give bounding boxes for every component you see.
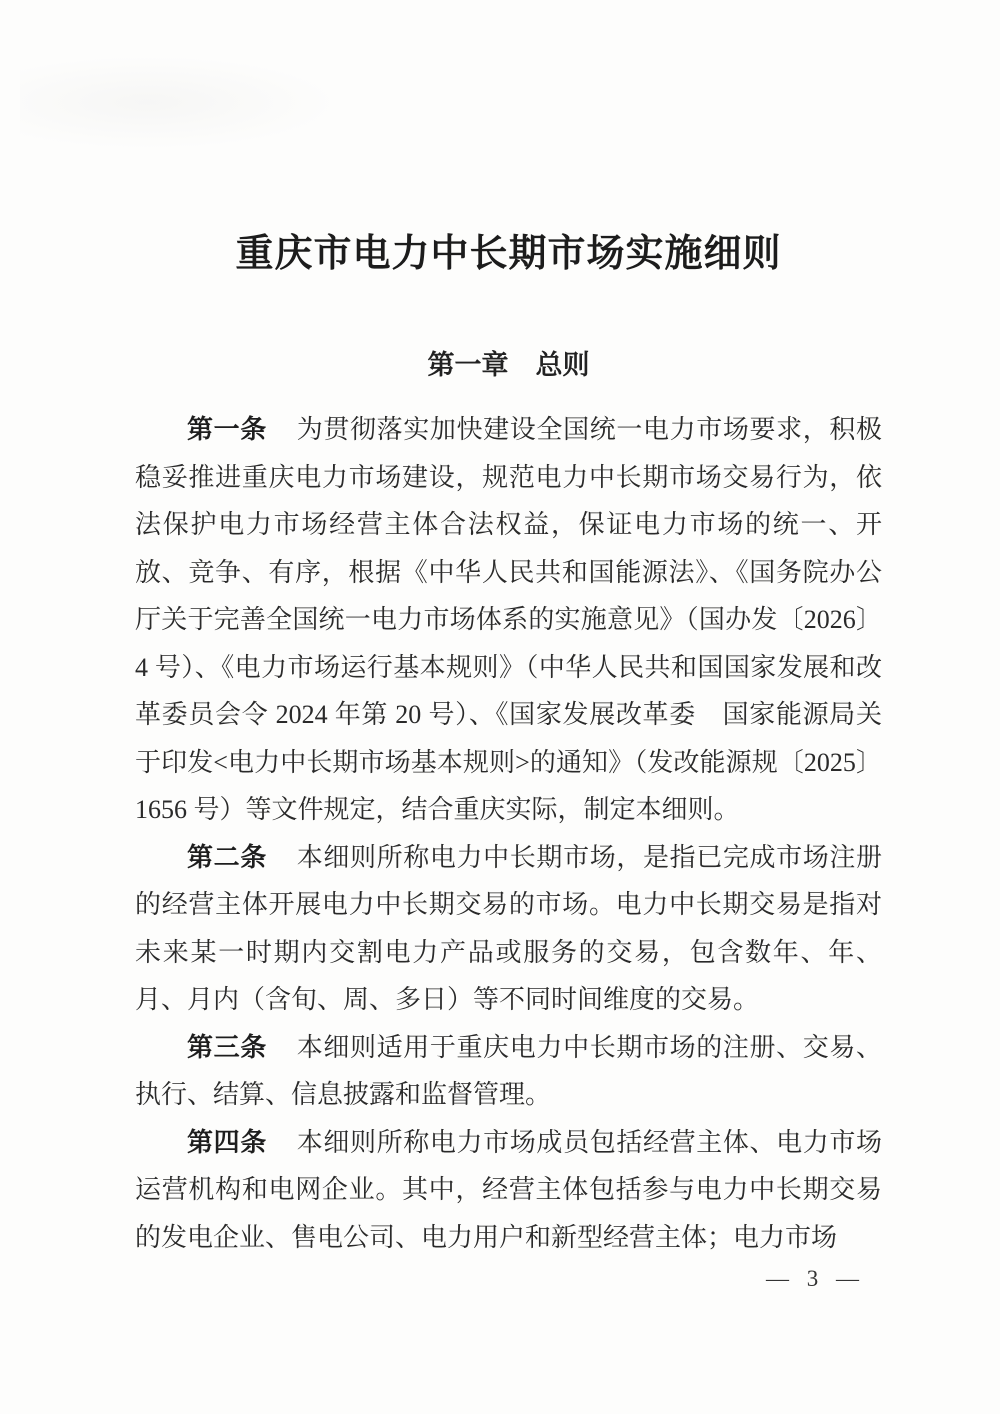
article-1-text: 为贯彻落实加快建设全国统一电力市场要求，积极稳妥推进重庆电力市场建设，规范电力中长期市场交易行为，依法保护电力市场经营主体合法权益，保证电力市场的统一、开放、竞争、有序，根据《中华人民共和国能源法》、《国务院办公厅关于完善全国统一电力市场体系的实施意见》（国办发〔2026〕4 号）、《电力市场运行基本规则》（中华人民共和国国家发展和改革委员会令 2024 年第 20 号）、《国家发展改革委 国家能源局关于印发<电力中长期市场基本规则>的通知》（发改能源规〔2025〕1656 号）等文件规定，结合重庆实际，制定本细则。	[135, 415, 882, 824]
article-4-text: 本细则所称电力市场成员包括经营主体、电力市场运营机构和电网企业。其中，经营主体包括参与电力中长期交易的发电企业、售电公司、电力用户和新型经营主体；电力市场	[135, 1127, 882, 1252]
document-content	[135, 0, 882, 1261]
article-3-number: 第三条	[187, 1031, 267, 1062]
article-4-number: 第四条	[187, 1126, 267, 1157]
article-2	[135, 834, 882, 1024]
article-2-number: 第二条	[187, 841, 267, 872]
document-body	[135, 406, 882, 1261]
article-1	[135, 406, 882, 834]
chapter-heading: 第一章 总则	[427, 350, 590, 380]
article-1-number: 第一条	[187, 414, 267, 444]
document-title: 重庆市电力中长期市场实施细则	[235, 233, 782, 275]
article-2-text: 本细则所称电力中长期市场，是指已完成市场注册的经营主体开展电力中长期交易的市场。电力中长期交易是指对未来某一时期内交割电力产品或服务的交易，包含数年、年、月、月内（含旬、周、多日）等不同时间维度的交易。	[135, 842, 882, 1014]
article-4	[135, 1119, 882, 1262]
page-number: — 3 —	[766, 1266, 865, 1291]
article-3	[135, 1024, 882, 1119]
article-3-text: 本细则适用于重庆电力中长期市场的注册、交易、执行、结算、信息披露和监督管理。	[135, 1032, 882, 1109]
